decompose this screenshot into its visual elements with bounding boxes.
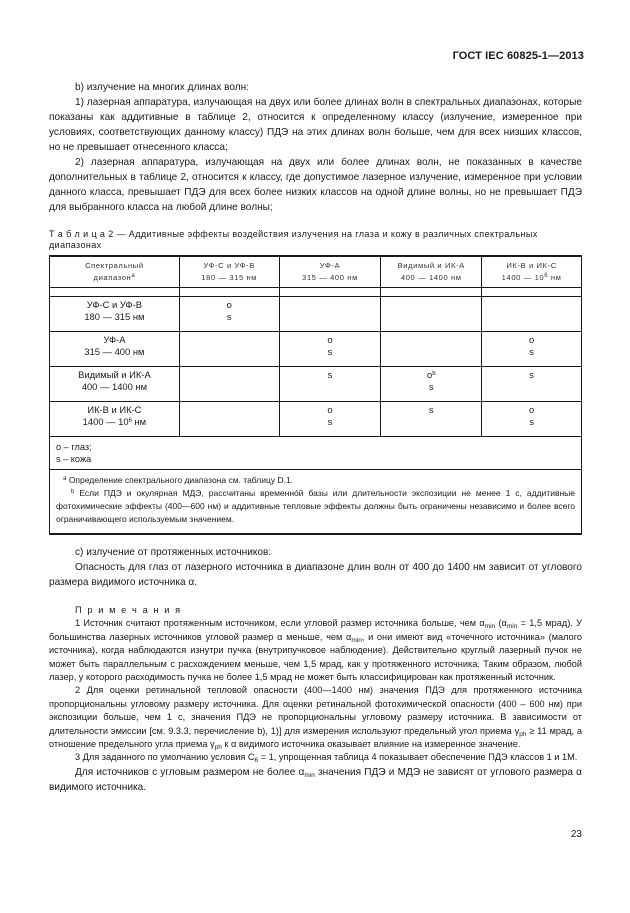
table-row [50, 367, 582, 402]
table-legend-row [50, 437, 582, 470]
header-col-visible-ira: Видимый и ИК-А 400 — 1400 нм [381, 256, 482, 288]
header-col-irb-irc: ИК-В и ИК-С 1400 — $10^6$ нм [482, 256, 582, 288]
table-cell [179, 367, 279, 402]
header-spectral: Спектральный диапазон$^a$ [50, 256, 180, 288]
table-gap-row [50, 288, 582, 297]
table-cell [279, 297, 381, 332]
footnote-b: $^b$ Если ПДЭ и окулярная МДЭ, рассчитаны временно́й базы или длительности экспозиции не менее 1 с, аддитивные фотохимические эффекты (400—600 нм) и аддитивные тепловые эффекты должны быть ограничены независимо и более всего ограничивающего используемым значением. [56, 488, 575, 524]
table-header-row [50, 256, 582, 288]
header-col-uva: УФ-А 315 — 400 нм [279, 256, 381, 288]
page-number: 23 [570, 829, 582, 840]
table-cell [381, 297, 482, 332]
table-cell [381, 332, 482, 367]
table-cell: o s [482, 332, 582, 367]
table-cell [179, 402, 279, 437]
footnote-a: $^a$ Определение спектрального диапазона см. таблицу D.1. [63, 475, 294, 485]
table-caption: Т а б л и ц а 2 — Аддитивные эффекты воздействия излучения на глаза и кожу в различных спектральных диапазонах [49, 229, 538, 250]
final-paragraph: Для источников с угловым размером не более $\alpha_{min}$ значения ПДЭ и МДЭ не зависят от углового размера α видимого источника. [49, 766, 582, 793]
item-c-heading: c) излучение от протяженных источников: [75, 547, 272, 558]
row-label: Видимый и ИК-А 400 — 1400 нм [50, 367, 180, 402]
page-content [49, 80, 582, 795]
header-col-uvc-uvb: УФ-С и УФ-В 180 — 315 нм [179, 256, 279, 288]
table-cell: o s [482, 402, 582, 437]
table-legend: o – глаз; s – кожа [50, 437, 582, 470]
notes-block [49, 604, 582, 765]
item-b-heading: b) излучение на многих длинах волн: [75, 82, 250, 93]
table-cell: $o^b$ s [381, 367, 482, 402]
table-footnotes-row [50, 470, 582, 535]
table-row [50, 332, 582, 367]
table-cell [179, 332, 279, 367]
table-cell: o s [179, 297, 279, 332]
item-b1-paragraph: 1) лазерная аппаратура, излучающая на двух или более длинах волн в спектральных диапазонах, которые показаны как аддитивные в таблице 2, относится к определенному классу (излучение, измеренное при условиях, соответствующих данному классу) ПДЭ на этих длинах волн больше, чем для всех низших классов, но не превышает отнесенного класса; [49, 97, 582, 153]
row-label: ИК-В и ИК-С 1400 — $10^6$ нм [50, 402, 180, 437]
table-footnotes [50, 470, 582, 535]
row-label: УФ-А 315 — 400 нм [50, 332, 180, 367]
table-cell: s [279, 367, 381, 402]
item-b2-paragraph: 2) лазерная аппаратура, излучающая на двух или более длинах волн, не показанных в качестве дополнительных в таблице 2, относится к классу, где допустимое лазерное излучение, измеренное при условии данного класса, превышает ПДЭ для всех более низких классов на одной длине волны, но не превышает ПДЭ для выбранного класса на любой длине волны; [49, 157, 582, 213]
table-cell: o s [279, 332, 381, 367]
standard-header: ГОСТ IEC 60825-1—2013 [452, 50, 584, 62]
row-label: УФ-С и УФ-В 180 — 315 нм [50, 297, 180, 332]
note-3: 3 Для заданного по умолчанию условия $C_6 = 1$, упрощенная таблица 4 показывает обеспечение ПДЭ классов 1 и 1М. [75, 752, 578, 765]
table-cell [482, 297, 582, 332]
additive-effects-table [49, 255, 582, 535]
table-row [50, 297, 582, 332]
note-1: 1 Источник считают протяженным источником, если угловой размер источника больше, чем $\alpha_{min}$ ($\alpha_{min} = 1,5$ мрад). У большинства лазерных источников угловой размер α меньше, чем $\alpha_{min}$, и они имеют вид «точечного источника» (малого источника), когда наблюдаются изнутри пучка (внутрипучковое наблюдение). Действительно круглый лазерный пучок не может быть параллельным с расхождением меньше, чем 1,5 мрад, как у протяженного источника. Таким образом, любой лазер, у которого расходимость пучка не более 1,5 мрад не может быть классифицирован как протяженный источник. [49, 618, 582, 683]
notes-heading: П р и м е ч а н и я [75, 605, 182, 615]
table-cell: s [381, 402, 482, 437]
item-c-paragraph: Опасность для глаз от лазерного источника в диапазоне длин волн от 400 до 1400 нм зависит от углового размера видимого источника α. [49, 562, 582, 588]
table-cell: s [482, 367, 582, 402]
table-row [50, 402, 582, 437]
note-2: 2 Для оценки ретинальной тепловой опасности (400—1400 нм) значения ПДЭ для протяженного источника пропорциональны угловому размеру источника. Для оценки ретинальной фотохимической опасности (400 – 600 нм) при экспозиции больше, чем 1 с, значения ПДЭ не пропорциональны угловому размеру источника. В зависимости от длительности эмиссии [см. 9.3.3, перечисление b), 1)] для измерения используют предельный угол приема $\gamma_{ph} \ge 11$ мрад, а отношение предельного угла приема $\gamma_{ph}$ к α видимого источника оказывает влияние на измеренное значение. [49, 685, 582, 752]
table-cell: o s [279, 402, 381, 437]
